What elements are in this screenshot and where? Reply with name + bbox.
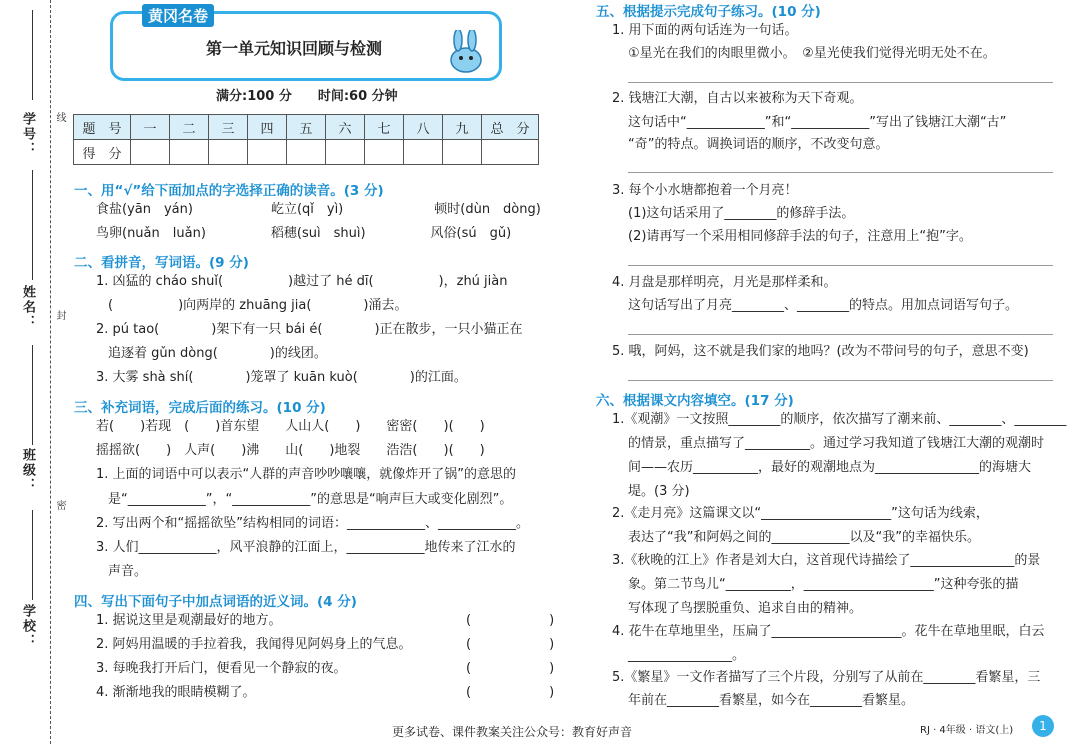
s4-question: 2. 阿妈用温暖的手拉着我，我闻得见阿妈身上的气息。: [96, 637, 412, 652]
seal-line-mark: 线: [54, 112, 65, 122]
answer-parens[interactable]: ( ): [466, 637, 555, 652]
answer-line[interactable]: [628, 265, 1053, 266]
score-cell[interactable]: [404, 140, 443, 165]
score-row-label: 得 分: [74, 140, 131, 165]
score-info: 满分:100 分 时间:60 分钟: [216, 89, 398, 104]
binding-line: [32, 510, 33, 600]
s2-line: 3. 大雾 shà shí( )笼罩了 kuān kuò( )的江面。: [96, 370, 467, 385]
score-header-cell: 四: [248, 115, 287, 140]
section-4-title: 四、写出下面句子中加点词语的近义词。(4 分): [74, 594, 357, 610]
score-header-cell: 七: [365, 115, 404, 140]
s5-line: 3. 每个小水塘都抱着一个月亮！: [612, 183, 798, 198]
score-header-cell: 六: [326, 115, 365, 140]
s6-line: 堤。(3 分): [628, 484, 690, 499]
s5-line: 2. 钱塘江大潮，自古以来被称为天下奇观。: [612, 91, 863, 106]
binding-line: [32, 170, 33, 280]
s2-line: 1. 凶猛的 cháo shuǐ( )越过了 hé dī( )，zhú jiàn: [96, 274, 508, 289]
s3-line: 若( )若现 ( )首东望 人山人( ) 密密( )( ): [96, 419, 485, 434]
answer-parens[interactable]: ( ): [466, 661, 555, 676]
score-header-cell: 二: [170, 115, 209, 140]
score-cell[interactable]: [326, 140, 365, 165]
section-5-title: 五、根据提示完成句子练习。(10 分): [596, 4, 821, 20]
s3-line: 是“____________”，“____________”的意思是“响声巨大或变化剧烈”。: [108, 492, 513, 507]
s6-line: 表达了“我”和阿妈之间的____________以及“我”的幸福快乐。: [628, 530, 980, 545]
score-header-cell: 八: [404, 115, 443, 140]
score-cell[interactable]: [482, 140, 539, 165]
s3-line: 1. 上面的词语中可以表示“人群的声音吵吵嚷嚷，就像炸开了锅”的意思的: [96, 467, 517, 482]
s6-line: 4. 花牛在草地里坐，压扁了____________________。花牛在草地里眠，白云: [612, 624, 1045, 639]
score-header-cell: 总 分: [482, 115, 539, 140]
score-header-cell: 一: [131, 115, 170, 140]
s5-line: (2)请再写一个采用相同修辞手法的句子，注意用上“抱”字。: [628, 229, 972, 244]
s3-line: 声音。: [108, 564, 148, 579]
school-label: 学校：: [20, 604, 35, 649]
answer-parens[interactable]: ( ): [466, 685, 555, 700]
s5-line: 1. 用下面的两句话连为一句话。: [612, 23, 798, 38]
section-6-title: 六、根据课文内容填空。(17 分): [596, 393, 794, 409]
s3-line: 3. 人们____________，风平浪静的江面上，____________地传来了江水的: [96, 540, 516, 555]
score-cell[interactable]: [131, 140, 170, 165]
rabbit-mascot-icon: [440, 30, 492, 80]
s6-line: 年前在________看繁星，如今在________看繁星。: [628, 693, 915, 708]
s6-line: 象。第二节鸟儿“__________，____________________”这种夸张的描: [628, 577, 1019, 592]
score-header-cell: 三: [209, 115, 248, 140]
secret-mark: 密: [54, 500, 65, 510]
brand-logo: 黄冈名卷: [142, 4, 214, 27]
answer-line[interactable]: [628, 380, 1053, 381]
score-header-cell: 五: [287, 115, 326, 140]
score-cell[interactable]: [443, 140, 482, 165]
score-cell[interactable]: [170, 140, 209, 165]
section-1-title: 一、用“√”给下面加点的字选择正确的读音。(3 分): [74, 183, 384, 199]
grade-label: RJ · 4年级 · 语文(上): [920, 725, 1014, 736]
s6-line: 2.《走月亮》这篇课文以“____________________”这句话为线索，: [612, 506, 989, 521]
s1-row-2: 鸟卵(nuǎn luǎn) 稻穗(suì shuì) 风俗(sú gǔ): [96, 226, 512, 241]
score-table: [73, 114, 539, 165]
s2-line: 追逐着 gǔn dòng( )的线团。: [108, 346, 327, 361]
s5-line: 4. 月盘是那样明亮，月光是那样柔和。: [612, 275, 837, 290]
binding-line: [32, 345, 33, 445]
s5-line: 这句话写出了月亮________、________的特点。用加点词语写句子。: [628, 298, 1019, 313]
answer-parens[interactable]: ( ): [466, 613, 555, 628]
s2-line: ( )向两岸的 zhuāng jia( )涌去。: [108, 298, 408, 313]
page-title: 第一单元知识回顾与检测: [206, 39, 383, 58]
s4-question: 4. 渐渐地我的眼睛模糊了。: [96, 685, 256, 700]
s3-line: 2. 写出两个和“摇摇欲坠”结构相同的词语：____________、____________。: [96, 516, 530, 531]
s6-line: 5.《繁星》一文作者描写了三个片段，分别写了从前在________看繁星，三: [612, 670, 1041, 685]
s5-line: “奇”的特点。调换词语的顺序，不改变句意。: [628, 137, 889, 152]
binding-dashed-line: [50, 0, 51, 744]
s3-line: 摇摇欲( ) 人声( )沸 山( )地裂 浩浩( )( ): [96, 443, 485, 458]
answer-line[interactable]: [628, 334, 1053, 335]
score-cell[interactable]: [248, 140, 287, 165]
score-header-cell: 九: [443, 115, 482, 140]
s6-line: 的情景，重点描写了__________。通过学习我知道了钱塘江大潮的观潮时: [628, 436, 1045, 451]
s5-line: 这句话中“____________”和“____________”写出了钱塘江大潮“古”: [628, 115, 1007, 130]
score-cell[interactable]: [287, 140, 326, 165]
score-header-cell: 题 号: [74, 115, 131, 140]
s6-line: 3.《秋晚的江上》作者是刘大白，这首现代诗描绘了________________的景: [612, 553, 1041, 568]
s6-line: 1.《观潮》一文按照________的顺序，依次描写了潮来前、________、________: [612, 412, 1067, 427]
s2-line: 2. pú tao( )架下有一只 bái é( )正在散步，一只小猫正在: [96, 322, 523, 337]
answer-line[interactable]: [628, 82, 1053, 83]
seal-mark: 封: [54, 310, 65, 320]
footer-text: 更多试卷、课件教案关注公众号：教育好声音: [392, 725, 633, 739]
binding-line: [32, 10, 33, 100]
name-label: 姓名：: [20, 285, 35, 330]
s4-question: 3. 每晚我打开后门，便看见一个静寂的夜。: [96, 661, 347, 676]
s5-line: 5. 哦，阿妈，这不就是我们家的地吗？(改为不带问号的句子，意思不变): [612, 344, 1029, 359]
s1-row-1: 食盐(yān yán) 屹立(qǐ yì) 顿时(dùn dòng): [96, 202, 541, 217]
score-cell[interactable]: [209, 140, 248, 165]
s4-question: 1. 据说这里是观潮最好的地方。: [96, 613, 282, 628]
score-cell[interactable]: [365, 140, 404, 165]
answer-line[interactable]: [628, 172, 1053, 173]
section-3-title: 三、补充词语，完成后面的练习。(10 分): [74, 400, 326, 416]
class-label: 班级：: [20, 448, 35, 493]
s5-line: ①星光在我们的肉眼里微小。 ②星光使我们觉得光明无处不在。: [628, 46, 996, 61]
s5-line: (1)这句话采用了________的修辞手法。: [628, 206, 855, 221]
s6-line: 写体现了鸟摆脱重负、追求自由的精神。: [628, 601, 863, 616]
page-number: 1: [1032, 715, 1054, 737]
s6-line: ________________。: [628, 648, 746, 663]
s6-line: 间——农历__________，最好的观潮地点为________________的海塘大: [628, 460, 1032, 475]
student-id-label: 学号：: [20, 112, 35, 157]
section-2-title: 二、看拼音，写词语。(9 分): [74, 255, 249, 271]
